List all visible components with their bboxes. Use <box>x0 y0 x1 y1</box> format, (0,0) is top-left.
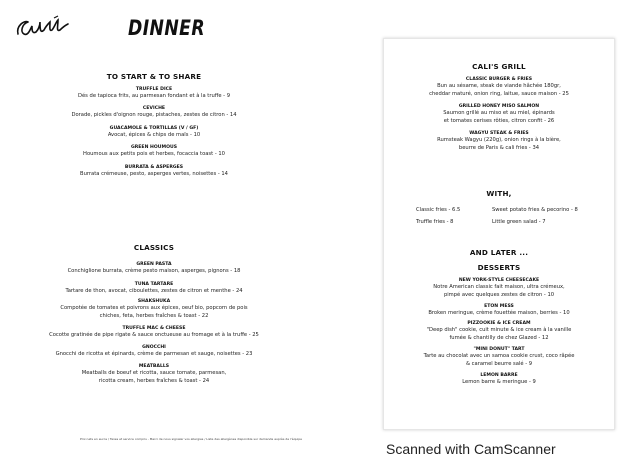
menu-item-desc: ricotta cream, herbes fraîches & toast - 24 <box>98 378 210 384</box>
menu-item-desc: Tarte au chocolat avec un samoa cookie crust, coco râpée <box>423 353 575 359</box>
menu-item-desc: Gnocchi de ricotta et épinards, crème de parmesan et sauge, noisettes - 23 <box>55 351 253 357</box>
menu-item-desc: beurre de Paris & cali fries - 34 <box>458 145 540 151</box>
menu-item-desc: Cocotte gratinée de pipe rigate & sauce onctueuse au fromage et à la truffe - 25 <box>49 332 259 338</box>
later-title: AND LATER ... <box>469 248 529 257</box>
menu-item-desc: Avocat, épices & chips de maïs - 10 <box>107 132 201 138</box>
menu-item-desc: "Deep dish" cookie, cuit minute & ice cream à la vanille <box>426 327 572 333</box>
starters-title: TO START & TO SHARE <box>106 72 202 81</box>
sides-title: WITH, <box>486 189 512 198</box>
desserts-title: DESSERTS <box>477 263 521 272</box>
menu-item-name: SHAKSHUKA <box>137 299 171 304</box>
menu-item-name: WAGYU STEAK & FRIES <box>469 131 529 136</box>
menu-item-name: CLASSIC BURGER & FRIES <box>465 77 533 82</box>
menu-item-name: GRILLED HONEY MISO SALMON <box>458 104 540 109</box>
menu-item-desc: Compotée de tomates et poivrons aux épices, oeuf bio, popcorn de pois <box>60 305 248 311</box>
grill-title: CALI'S GRILL <box>472 62 526 71</box>
menu-item-desc: pimpé avec quelques zestes de citron - 10 <box>443 292 555 298</box>
menu-item-desc: Lemon barre & meringue - 9 <box>462 379 536 385</box>
menu-item-name: CEVICHE <box>142 106 166 111</box>
menu-item-desc: cheddar maturé, onion ring, laitue, sauce maison - 25 <box>429 91 569 97</box>
menu-item-desc: Dorade, pickles d'oignon rouge, pistaches, zestes de citron - 14 <box>71 112 237 118</box>
menu-item-desc: Houmous aux petits pois et herbes, focaccia toast - 10 <box>83 151 225 157</box>
footnote: Prix nets en euros / Taxes et service compris - Merci de nous signaler vos allergies / Liste des allergènes disponible sur demande auprès de l'équipe <box>80 437 302 441</box>
menu-item-name: GREEN PASTA <box>136 262 172 267</box>
menu-item-name: BURRATA & ASPERGES <box>124 165 184 170</box>
scanner-watermark: Scanned with CamScanner <box>386 441 556 457</box>
menu-item-desc: Burrata crémeuse, pesto, asperges vertes, noisettes - 14 <box>80 171 228 177</box>
menu-item-name: ETON MESS <box>484 304 514 309</box>
menu-page-right <box>383 38 615 430</box>
menu-item-name: "MINI DONUT" TART <box>473 347 525 352</box>
menu-item-name: GNOCCHI <box>142 345 166 350</box>
menu-item-name: LEMON BARRE <box>480 373 518 378</box>
menu-item-desc: Rumsteak Wagyu (220g), onion rings à la bière, <box>437 137 561 143</box>
menu-item-desc: chiches, feta, herbes fraîches & toast - 22 <box>99 313 209 319</box>
menu-item-desc: Conchiglione burrata, crème pesto maison, asperges, pignons - 18 <box>67 268 241 274</box>
menu-item-name: TRUFFLE MAC & CHEESE <box>122 326 186 331</box>
menu-item-name: GUACAMOLE & TORTILLAS (V / GF) <box>109 126 199 131</box>
side-item: Truffle fries - 8 <box>416 219 454 225</box>
menu-item-name: TUNA TARTARE <box>134 282 174 287</box>
menu-item-name: PIZZOOKIE & ICE CREAM <box>467 321 531 326</box>
side-item: Little green salad - 7 <box>492 219 546 225</box>
menu-item-name: MEATBALLS <box>138 364 170 369</box>
menu-item-desc: et tomates cerises rôties, citron confit - 26 <box>443 118 555 124</box>
menu-item-desc: & caramel beurre salé - 9 <box>465 361 533 367</box>
menu-item-desc: Bun au sésame, steak de viande hâchée 180gr, <box>437 83 561 89</box>
menu-item-desc: Tartare de thon, avocat, ciboulettes, zestes de citron et menthe - 24 <box>65 288 243 294</box>
side-item: Classic fries - 6.5 <box>416 207 461 213</box>
menu-item-name: NEW YORK-STYLE CHEESECAKE <box>458 278 540 283</box>
menu-item-name: TRUFFLE DICE <box>135 87 173 92</box>
calisister-logo <box>14 12 72 42</box>
menu-item-desc: fumée & chantilly de chez Glazed - 12 <box>449 335 549 341</box>
menu-item-desc: Meatballs de boeuf et ricotta, sauce tomate, parmesan, <box>81 370 227 376</box>
menu-item-desc: Broken meringue, crème fouettée maison, berries - 10 <box>428 310 570 316</box>
menu-item-name: GREEN HOUMOUS <box>130 145 178 150</box>
classics-title: CLASSICS <box>133 243 175 252</box>
menu-item-desc: Dés de tapioca frits, au parmesan fondant et à la truffe - 9 <box>78 93 230 99</box>
menu-item-desc: Notre American classic fait maison, ultra crémeux, <box>433 284 565 290</box>
side-item: Sweet potato fries & pecorino - 8 <box>492 207 578 213</box>
page-title: DINNER <box>128 16 206 40</box>
menu-item-desc: Saumon grillé au miso et au miel, épinards <box>443 110 555 116</box>
